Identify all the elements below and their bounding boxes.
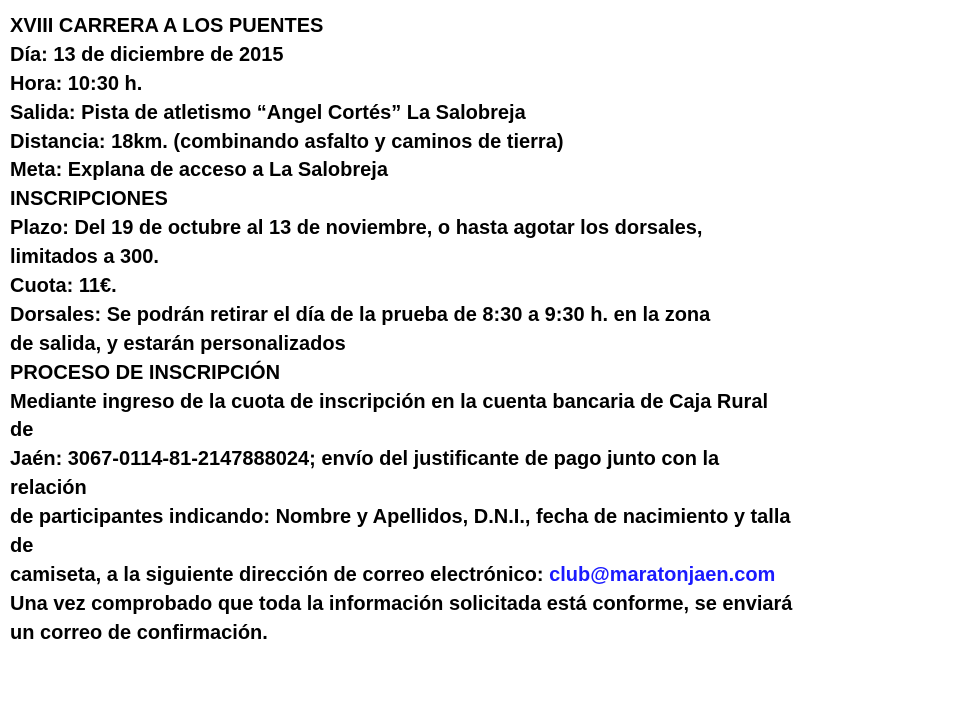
process-line-7	[10, 561, 955, 590]
process-line-4: relación	[10, 477, 87, 500]
race-date: Día: 13 de diciembre de 2015	[10, 43, 284, 66]
process-line-6: de	[10, 535, 34, 558]
bib-pickup: Dorsales: Se podrán retirar el día de la prueba de 8:30 a 9:30 h. en la zona	[10, 303, 711, 326]
race-title: XVIII CARRERA A LOS PUENTES	[10, 15, 324, 37]
process-line-2: de	[10, 419, 34, 442]
race-distance: Distancia: 18km. (combinando asfalto y caminos de tierra)	[10, 130, 564, 153]
registration-fee: Cuota: 11€.	[10, 275, 117, 298]
process-heading: PROCESO DE INSCRIPCIÓN	[10, 361, 281, 384]
race-info-document	[10, 12, 955, 648]
confirmation-line-2: un correo de confirmación.	[10, 621, 268, 644]
confirmation-line-1: Una vez comprobado que toda la información solicitada está conforme, se enviará	[10, 592, 793, 615]
bib-pickup-cont: de salida, y estarán personalizados	[10, 332, 346, 355]
registration-period-cont: limitados a 300.	[10, 246, 159, 269]
process-line-5: de participantes indicando: Nombre y Apellidos, D.N.I., fecha de nacimiento y talla	[10, 506, 791, 529]
race-finish: Meta: Explana de acceso a La Salobreja	[10, 159, 388, 182]
race-time: Hora: 10:30 h.	[10, 72, 143, 95]
registration-period: Plazo: Del 19 de octubre al 13 de noviembre, o hasta agotar los dorsales,	[10, 217, 703, 240]
email-prefix: camiseta, a la siguiente dirección de correo electrónico:	[10, 563, 550, 586]
email-link[interactable]: club@maratonjaen.com	[549, 563, 776, 586]
process-line-3: Jaén: 3067-0114-81-2147888024; envío del justificante de pago junto con la	[10, 448, 720, 471]
registration-heading: INSCRIPCIONES	[10, 188, 168, 211]
race-start: Salida: Pista de atletismo “Angel Cortés” La Salobreja	[10, 101, 526, 124]
process-line-1: Mediante ingreso de la cuota de inscripción en la cuenta bancaria de Caja Rural	[10, 390, 768, 413]
